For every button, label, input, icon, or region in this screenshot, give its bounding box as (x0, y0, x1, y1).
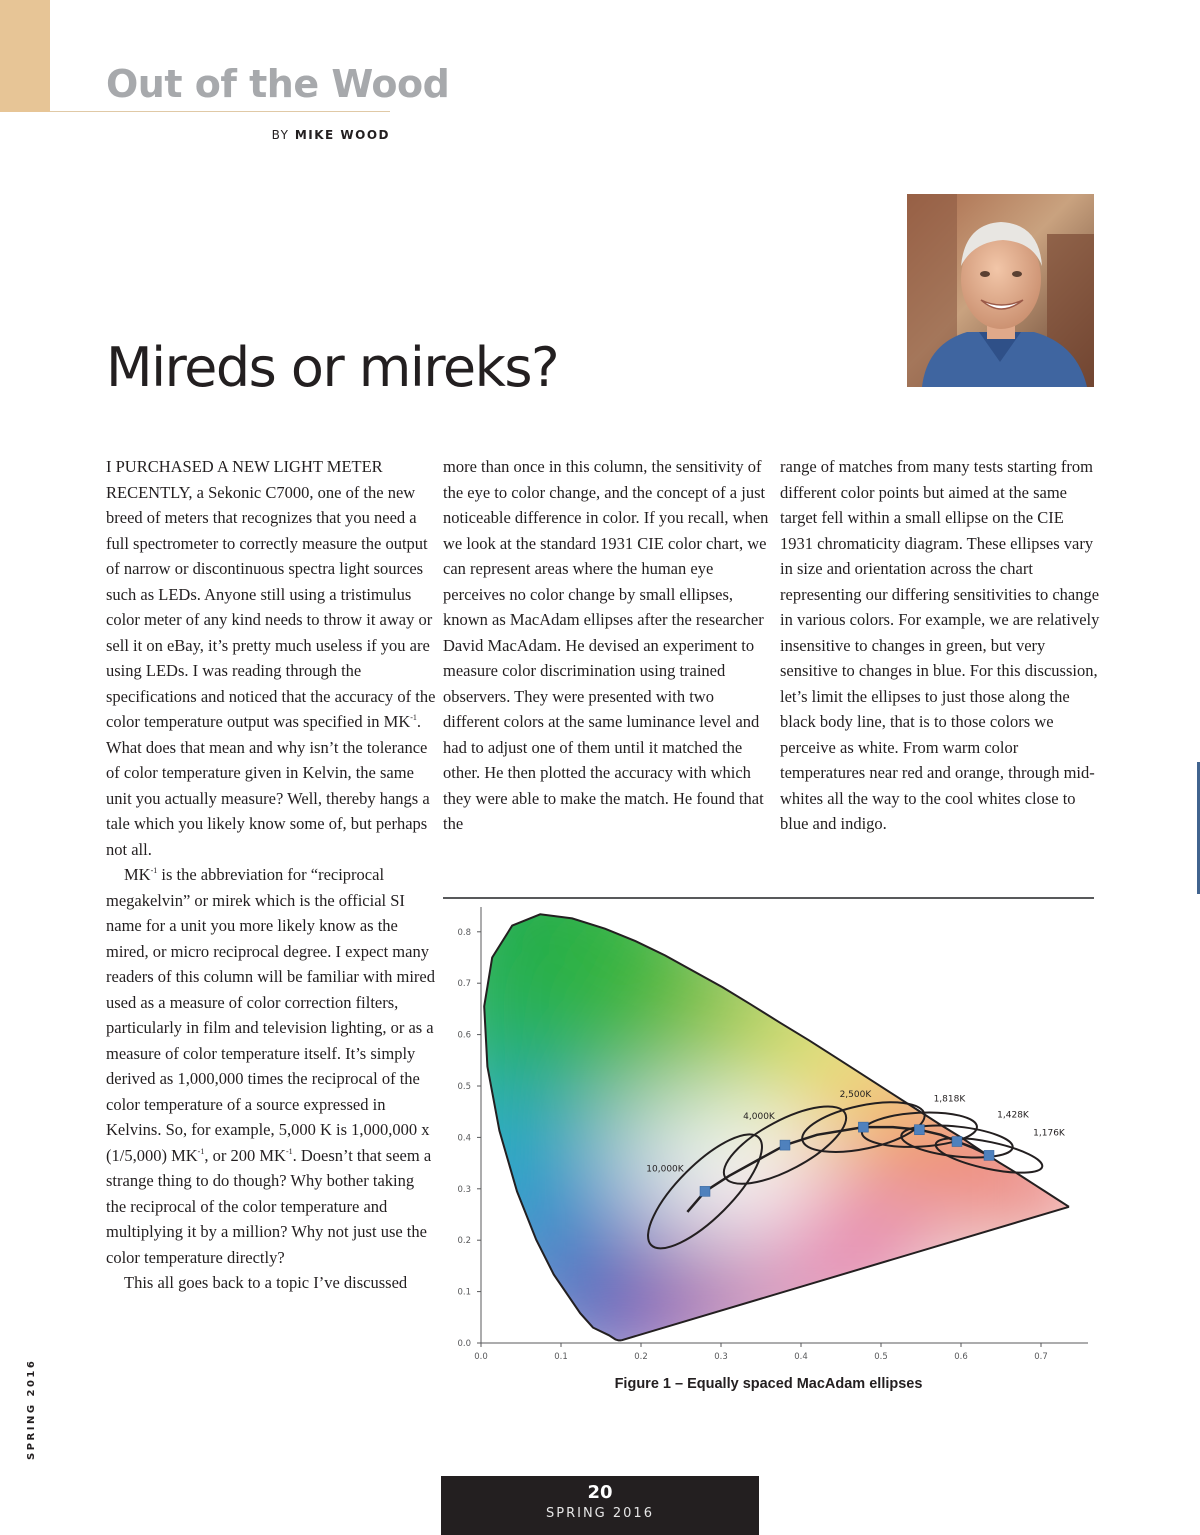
text-run: range of matches from many tests starting from different color points but aimed at the same target fell within a small ellipse on the CIE 1931 chromaticity diagram. These ellipses vary in size and orientation across the chart representing our differing sensitivities to change in various colors. For example, we are relatively insensitive to changes in green, but very sensitive to changes in blue. For this discussion, let’s limit the ellipses to just those along the black body line, that is to those colors we perceive as white. From warm color temperatures near red and orange, through mid-whites all the way to the cool whites close to blue and indigo. (780, 457, 1100, 833)
x-tick-label: 0.2 (634, 1352, 648, 1362)
data-marker (858, 1122, 868, 1132)
text-run: I PURCHASED A NEW LIGHT METER RECENTLY, a Sekonic C7000, one of the new breed of meters that recognizes that you need a full spectrometer to correctly measure the output of narrow or discontinuous spectra light sources such as LEDs. Anyone still using a tristimulus color meter of any kind needs to throw it away or sell it on eBay, it’s pretty much useless if you are using LEDs. I was reading through the specifications and noticed that the accuracy of the color temperature output was specified in MK (106, 457, 436, 731)
article-paragraph (106, 862, 436, 1270)
section-title: Out of the Wood (106, 62, 450, 106)
y-tick-label: 0.2 (457, 1236, 471, 1247)
point-label: 1,428K (997, 1110, 1029, 1121)
figure-caption: Figure 1 – Equally spaced MacAdam ellipses (614, 1376, 923, 1392)
article-title: Mireds or mireks? (106, 336, 559, 399)
x-tick-label: 0.6 (954, 1352, 968, 1362)
article-column-3 (780, 454, 1100, 837)
data-marker (952, 1137, 962, 1147)
x-tick-label: 0.3 (714, 1352, 728, 1362)
y-tick-label: 0.3 (457, 1184, 471, 1195)
article-paragraph (780, 454, 1100, 837)
footer-issue: SPRING 2016 (546, 1506, 654, 1521)
text-run: , or 200 MK (204, 1145, 286, 1165)
text-run: more than once in this column, the sensitivity of the eye to color change, and the concept of a just noticeable difference in color. If you recall, when we look at the standard 1931 CIE color chart, we can represent areas where the human eye perceives no color change by small ellipses, known as MacAdam ellipses after the researcher David MacAdam. He devised an experiment to measure color discrimination using trained observers. They were presented with two different colors at the same luminance level and had to adjust one of them until it matched the other. He then plotted the accuracy with which they were able to make the match. He found that the (443, 457, 769, 833)
article-paragraph (106, 1270, 436, 1296)
byline (200, 128, 390, 142)
author-photo (907, 194, 1094, 387)
page-footer (441, 1476, 759, 1535)
article-paragraph (106, 454, 436, 862)
data-marker (700, 1186, 710, 1196)
author-name: MIKE WOOD (294, 128, 390, 142)
y-tick-label: 0.0 (457, 1339, 471, 1349)
x-tick-label: 0.7 (1034, 1352, 1048, 1362)
y-tick-label: 0.7 (457, 979, 471, 990)
section-tab (0, 0, 50, 112)
cie-chromaticity-chart (443, 899, 1094, 1369)
superscript: -1 (150, 866, 158, 875)
article-column-2 (443, 454, 773, 837)
data-marker (914, 1125, 924, 1135)
vertical-issue-label: SPRING 2016 (26, 1358, 37, 1460)
x-tick-label: 0.5 (874, 1352, 888, 1362)
page-number: 20 (587, 1482, 613, 1503)
data-marker (780, 1140, 790, 1150)
byline-prefix: BY (271, 128, 290, 142)
point-label: 2,500K (839, 1090, 872, 1101)
header-divider (50, 111, 390, 112)
superscript: -1 (285, 1146, 293, 1156)
superscript: -1 (197, 1146, 205, 1156)
data-marker (984, 1150, 994, 1160)
point-label: 1,818K (933, 1094, 966, 1105)
text-run: MK (124, 865, 151, 884)
x-tick-label: 0.0 (474, 1352, 488, 1362)
point-label: 10,000K (646, 1164, 684, 1175)
point-label: 1,176K (1033, 1128, 1065, 1139)
y-tick-label: 0.5 (457, 1082, 471, 1092)
point-label: 4,000K (743, 1112, 775, 1123)
text-run: This all goes back to a topic I’ve discussed (124, 1273, 408, 1292)
superscript: -1 (410, 713, 417, 722)
y-tick-label: 0.1 (457, 1287, 471, 1298)
x-tick-label: 0.1 (554, 1352, 568, 1362)
text-run: is the abbreviation for “reciprocal megakelvin” or mirek which is the official SI name for a unit you more likely know as the mired, or micro reciprocal degree. I expect many readers of this column will be familiar with mired used as a measure of color correction filters, particularly in film and television lighting, or as a measure of color temperature itself. It’s simply derived as 1,000,000 times the reciprocal of the color temperature of a source expressed in Kelvins. So, for example, 5,000 K is 1,000,000 x (1/5,000) MK (106, 865, 435, 1165)
text-run: . Doesn’t that seem a strange thing to do though? Why bother taking the reciprocal of the color temperature and multiplying it by a million? Why not just use the color temperature directly? (106, 1145, 432, 1267)
article-paragraph (443, 454, 773, 837)
text-run: . What does that mean and why isn’t the tolerance of color temperature given in Kelvin, the same unit you actually measure? Well, thereby hangs a tale which you likely know some of, but perhaps not all. (106, 712, 430, 859)
x-tick-label: 0.4 (794, 1352, 808, 1362)
y-tick-label: 0.4 (457, 1133, 471, 1144)
y-tick-label: 0.6 (457, 1030, 471, 1041)
article-column-1 (106, 454, 436, 1296)
y-tick-label: 0.8 (457, 927, 471, 938)
